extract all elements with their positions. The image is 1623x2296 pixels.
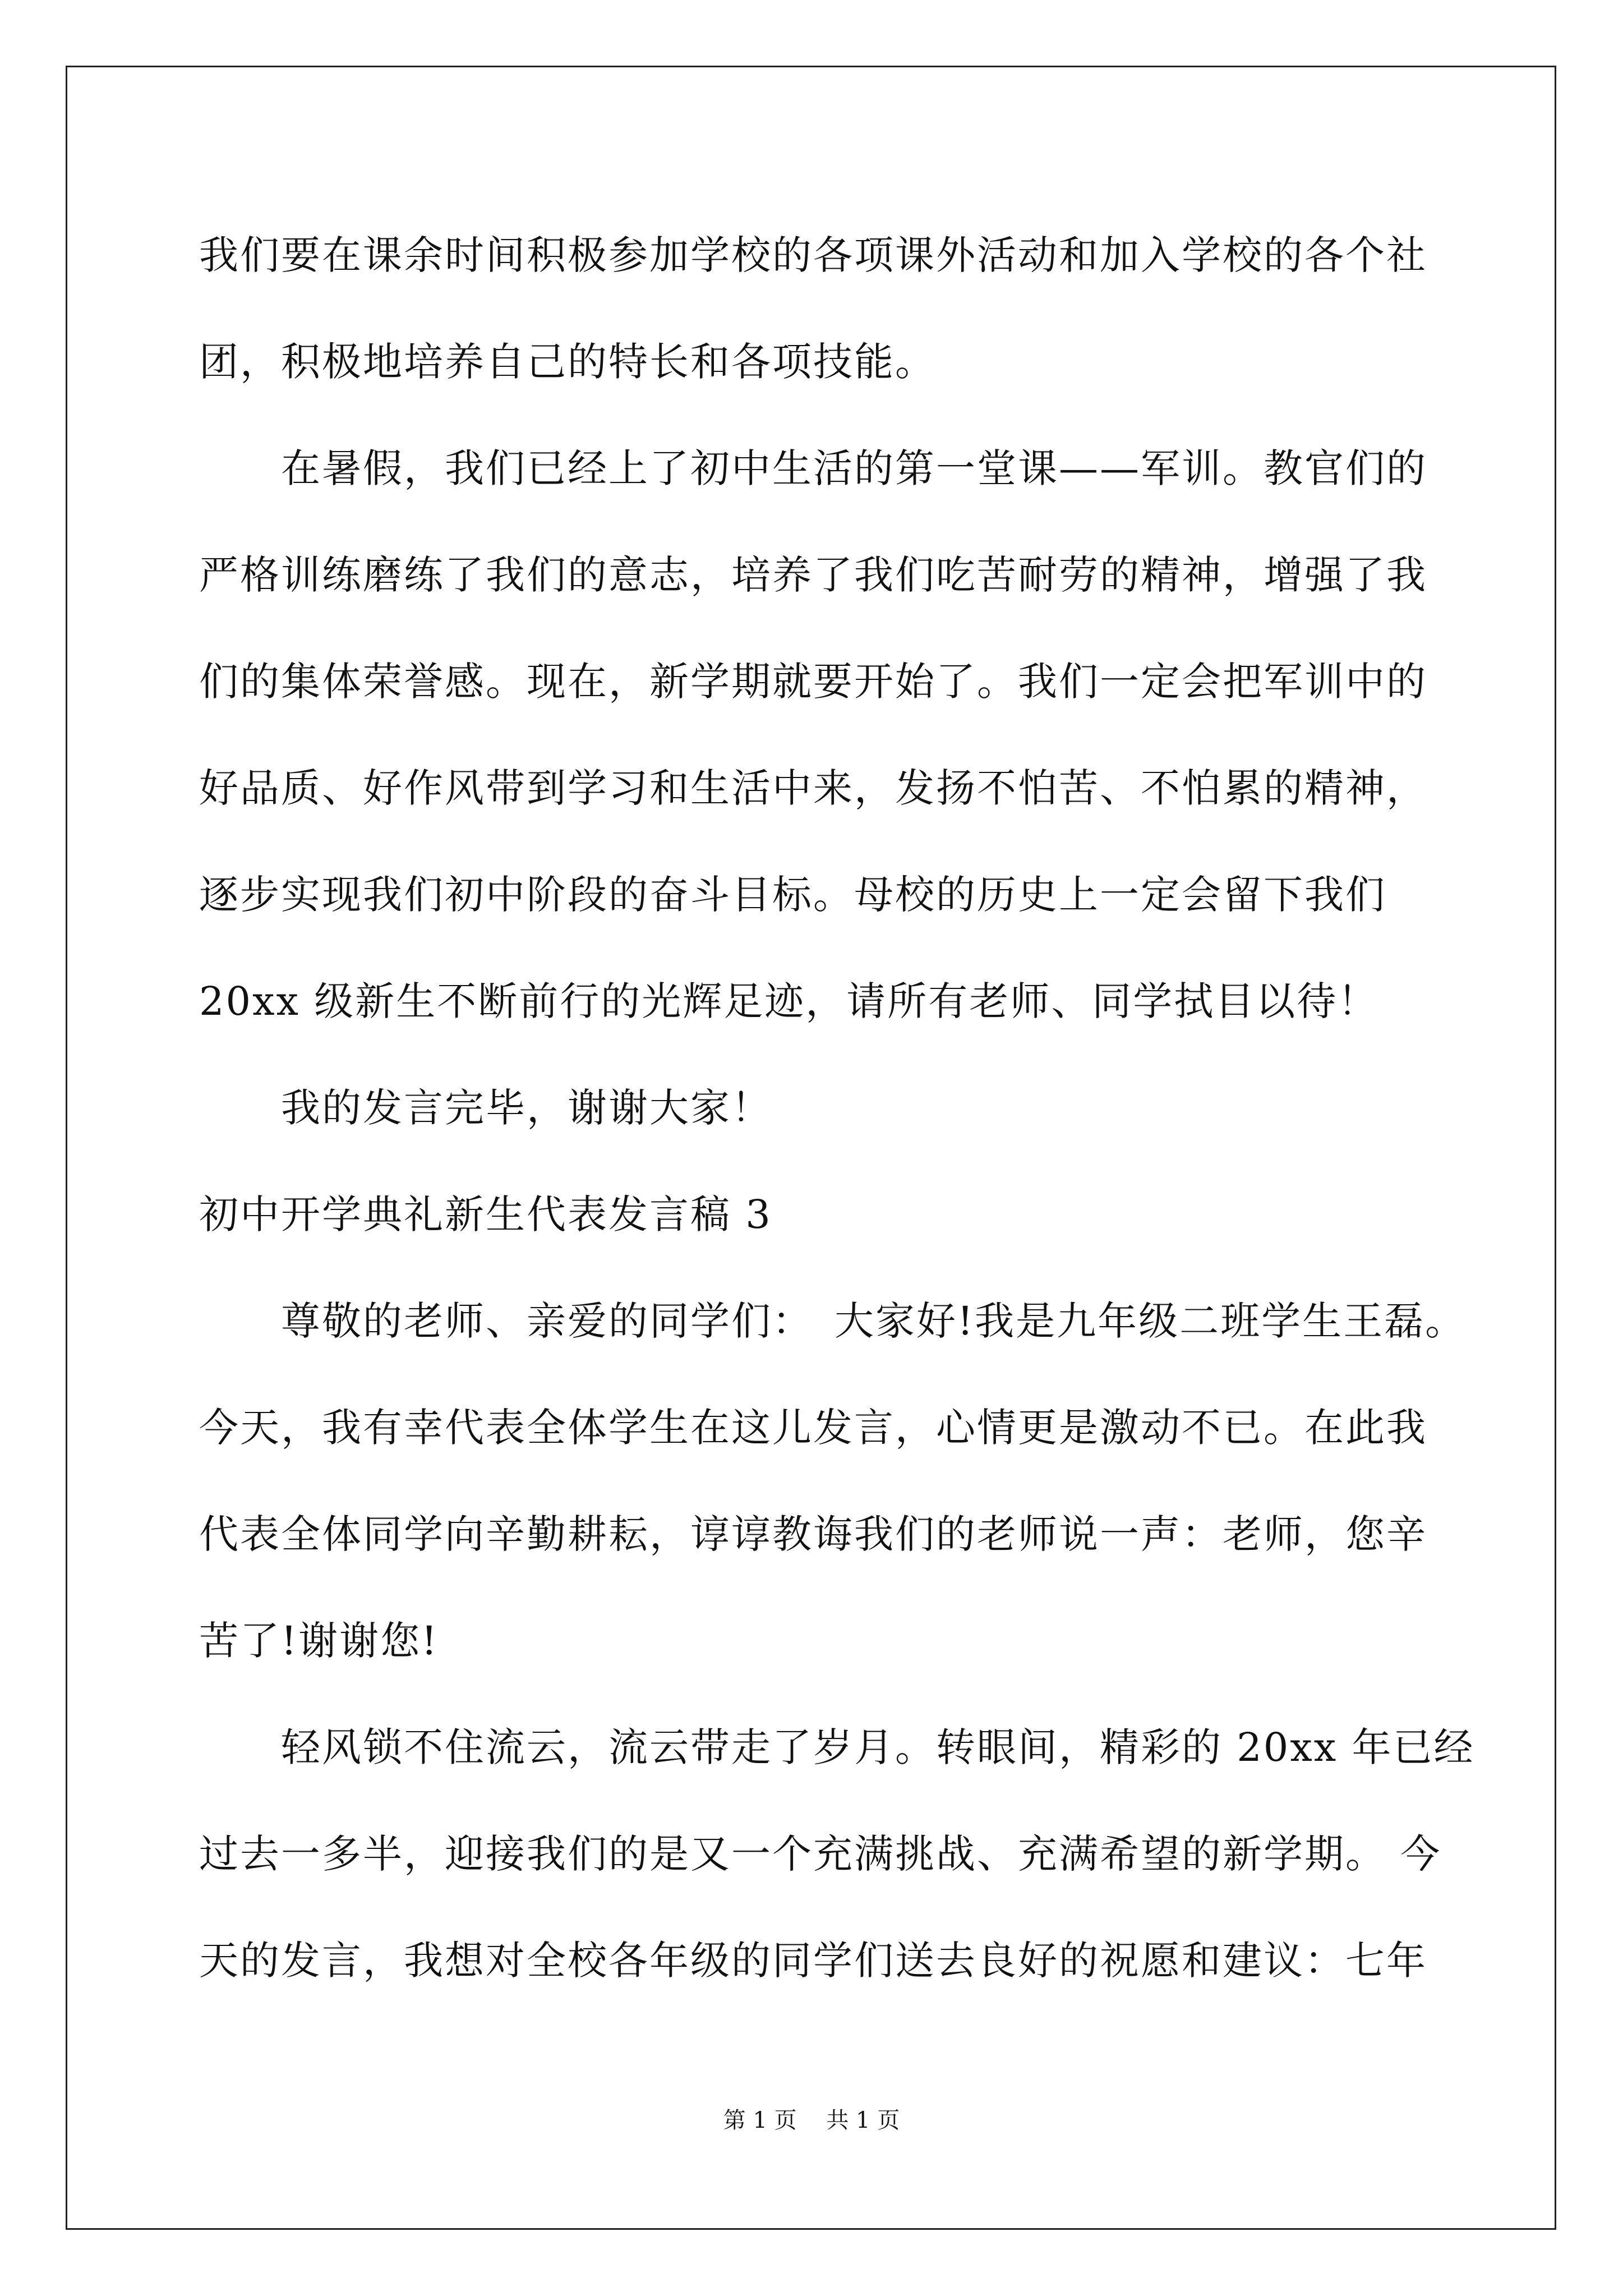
- text-line-6: 好品质、好作风带到学习和生活中来，发扬不怕苦、不怕累的精神，: [199, 765, 1427, 811]
- text-line-11: 尊敬的老师、亲爱的同学们： 大家好!我是九年级二班学生王磊。: [199, 1298, 1467, 1344]
- text-line-12: 今天，我有幸代表全体学生在这儿发言，心情更是激动不已。在此我: [199, 1405, 1427, 1451]
- text-line-7: 逐步实现我们初中阶段的奋斗目标。母校的历史上一定会留下我们: [199, 872, 1386, 918]
- page-footer: 第 1 页 共 1 页: [723, 2108, 900, 2133]
- text-line-13: 代表全体同学向辛勤耕耘，谆谆教诲我们的老师说一声：老师，您辛: [199, 1511, 1427, 1557]
- text-line-16: 过去一多半，迎接我们的是又一个充满挑战、充满希望的新学期。 今: [199, 1831, 1442, 1877]
- text-line-3: 在暑假，我们已经上了初中生活的第一堂课——军训。教官们的: [199, 445, 1427, 491]
- text-line-9: 我的发言完毕，谢谢大家！: [199, 1085, 772, 1131]
- text-line-15: 轻风锁不住流云，流云带走了岁月。转眼间，精彩的 20xx 年已经: [199, 1724, 1475, 1770]
- text-line-2: 团，积极地培养自己的特长和各项技能。: [199, 339, 936, 385]
- text-line-14: 苦了!谢谢您!: [199, 1618, 439, 1664]
- section-heading: 初中开学典礼新生代表发言稿 3: [199, 1191, 772, 1237]
- text-line-4: 严格训练磨练了我们的意志，培养了我们吃苦耐劳的精神，增强了我: [199, 552, 1427, 598]
- text-line-17: 天的发言，我想对全校各年级的同学们送去良好的祝愿和建议：七年: [199, 1938, 1427, 1984]
- text-line-8: 20xx 级新生不断前行的光辉足迹，请所有老师、同学拭目以待！: [199, 978, 1379, 1024]
- document-body: [199, 202, 1475, 2014]
- text-line-1: 我们要在课余时间积极参加学校的各项课外活动和加入学校的各个社: [199, 232, 1427, 278]
- text-line-5: 们的集体荣誉感。现在，新学期就要开始了。我们一定会把军训中的: [199, 659, 1427, 705]
